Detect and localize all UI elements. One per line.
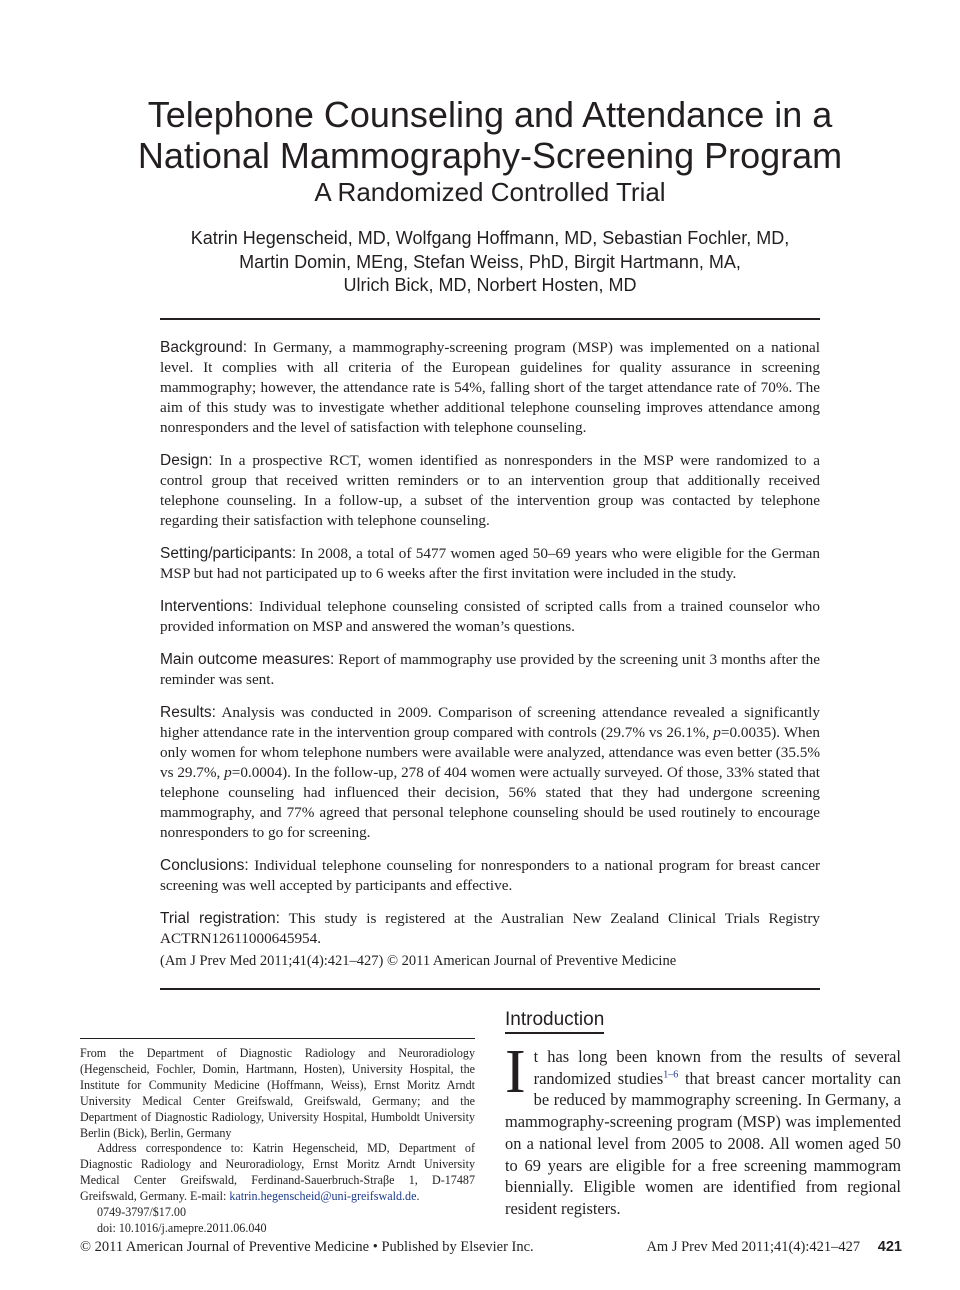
- abstract-setting: [160, 544, 820, 584]
- abstract-results: [160, 703, 820, 843]
- abstract-text-conclusions: Individual telephone counseling for nonresponders to a national program for breast cancer screening was well accepted by participants and effective.: [160, 857, 821, 894]
- abstract-design: [160, 451, 820, 531]
- abstract-heading-background: Background:: [160, 339, 248, 356]
- footnote-correspondence: [80, 1141, 475, 1205]
- article-subtitle: A Randomized Controlled Trial: [314, 177, 666, 207]
- reference-link[interactable]: 1–6: [663, 1069, 679, 1081]
- abstract-heading-conclusions: Conclusions:: [160, 857, 249, 874]
- authors-line-3: Ulrich Bick, MD, Norbert Hosten, MD: [343, 275, 637, 295]
- title-line-1: Telephone Counseling and Attendance in a: [147, 94, 833, 135]
- abstract-heading-design: Design:: [160, 452, 213, 469]
- footnote-price: 0749-3797/$17.00: [97, 1205, 187, 1220]
- article-title: [60, 94, 920, 176]
- introduction-heading: Introduction: [505, 1008, 604, 1034]
- page-number: 421: [877, 1239, 902, 1255]
- introduction-section: [505, 1008, 901, 1220]
- correspondence-text: Address correspondence to: Katrin Hegenscheid, MD, Department of Diagnostic Radiology and Neuroradiology, Ernst Moritz Arndt University Medical Center Greifswald, Ferdinand-Sauerbruch-Straβe 1, D-17487 Greifswald, Germany. E-mail:: [80, 1141, 475, 1204]
- abstract-heading-interventions: Interventions:: [160, 598, 254, 615]
- p-value-symbol-2: p: [224, 764, 232, 781]
- abstract-heading-outcome: Main outcome measures:: [160, 651, 335, 668]
- abstract-outcome: [160, 650, 820, 690]
- authors-line-2: Martin Domin, MEng, Stefan Weiss, PhD, Birgit Hartmann, MA,: [239, 251, 741, 272]
- abstract-conclusions: [160, 856, 820, 896]
- abstract-text-background: In Germany, a mammography-screening program (MSP) was implemented on a national level. It complies with all criteria of the European guidelines for quality assurance in screening mammography; however, the attendance rate is 54%, falling short of the target attendance rate of 70%. The aim of this study was to investigate whether additional telephone counseling improves attendance among nonresponders and the level of satisfaction with telephone counseling.: [160, 339, 820, 436]
- footer-bullet: •: [372, 1239, 378, 1255]
- drop-cap: I: [505, 1038, 526, 1106]
- title-line-2: National Mammography-Screening Program: [137, 135, 843, 176]
- abstract-heading-results: Results:: [160, 704, 216, 721]
- email-suffix: .: [416, 1189, 420, 1204]
- footnote-doi: doi: 10.1016/j.amepre.2011.06.040: [97, 1220, 267, 1235]
- footer-left: [80, 1237, 534, 1257]
- email-link[interactable]: katrin.hegenscheid@uni-greifswald.de: [229, 1189, 417, 1204]
- abstract-text-results-1: Analysis was conducted in 2009. Comparison of screening attendance revealed a significantly higher attendance rate in the intervention group compared with controls (29.7% vs 26.1%,: [160, 704, 820, 741]
- footnote-affiliation: From the Department of Diagnostic Radiology and Neuroradiology (Hegenscheid, Fochler, Domin, Hartmann, Hosten), University Hospital, the Institute for Community Medicine (Hoffmann, Weiss), Ernst Moritz Arndt University Medical Center Greifswald, Greifswald, Germany; and the Department of Diagnostic Radiology, University Hospital, Humboldt University Berlin (Bick), Berlin, Germany: [80, 1046, 475, 1140]
- author-list: [60, 227, 920, 298]
- article-header: [60, 94, 920, 208]
- abstract-text-trial: This study is registered at the Australian New Zealand Clinical Trials Registry ACTRN12611000645954.: [160, 910, 820, 947]
- abstract-text-interventions: Individual telephone counseling consisted of scripted calls from a trained counselor who provided information on MSP and answered the woman’s questions.: [160, 598, 820, 635]
- abstract-bottom-rule: [160, 988, 820, 990]
- introduction-text-2: that breast cancer mortality can be reduced by mammography screening. In Germany, a mammography-screening program (MSP) was implemented on a national level from 2005 to 2008. All women aged 50 to 69 years are eligible for a free screening mammogram biennially. Eligible women are identified from regional resident registers.: [505, 1068, 901, 1218]
- abstract-text-results-2: =0.0035). When only women for whom telephone numbers were available were analyzed, attendance was even better (35.5% vs 29.7%,: [160, 724, 820, 781]
- footnotes: [80, 1038, 475, 1237]
- footer-right: [646, 1237, 902, 1257]
- abstract-text-results-3: =0.0004). In the follow-up, 278 of 404 women were actually surveyed. Of those, 33% stated that telephone counseling had influenced their decision, 56% stated that they had undergone screening mammography, and 77% agreed that personal telephone counseling should be used routinely to encourage nonresponders to go for screening.: [160, 764, 821, 841]
- abstract-heading-setting: Setting/participants:: [160, 545, 297, 562]
- abstract-interventions: [160, 597, 820, 637]
- abstract-heading-trial: Trial registration:: [160, 910, 280, 927]
- footer-publisher: Published by Elsevier Inc.: [381, 1239, 534, 1255]
- abstract-citation: (Am J Prev Med 2011;41(4):421–427) © 2011 American Journal of Preventive Medicine: [160, 953, 677, 969]
- footer-copyright: © 2011 American Journal of Preventive Medicine: [80, 1239, 370, 1255]
- introduction-text-1: t has long been known from the results of several randomized studies: [533, 1047, 901, 1088]
- authors-line-1: Katrin Hegenscheid, MD, Wolfgang Hoffmann, MD, Sebastian Fochler, MD,: [190, 228, 790, 248]
- abstract-text-outcome: Report of mammography use provided by the screening unit 3 months after the reminder was sent.: [160, 651, 820, 688]
- p-value-symbol-1: p: [713, 724, 721, 741]
- abstract-text-design: In a prospective RCT, women identified as nonresponders in the MSP were randomized to a control group that received written reminders or to an intervention group that additionally received telephone counseling. In a follow-up, a subset of the intervention group was contacted by telephone regarding their satisfaction with telephone counseling.: [160, 452, 821, 529]
- abstract-background: [160, 338, 820, 438]
- abstract-top-rule: [160, 318, 820, 320]
- introduction-paragraph: [505, 1038, 901, 1220]
- abstract-trial-registration: [160, 909, 820, 949]
- abstract: [160, 338, 820, 970]
- abstract-text-setting: In 2008, a total of 5477 women aged 50–69 years who were eligible for the German MSP but had not participated up to 6 weeks after the first invitation were included in the study.: [160, 545, 820, 582]
- footer-journal-ref: Am J Prev Med 2011;41(4):421–427: [646, 1239, 861, 1255]
